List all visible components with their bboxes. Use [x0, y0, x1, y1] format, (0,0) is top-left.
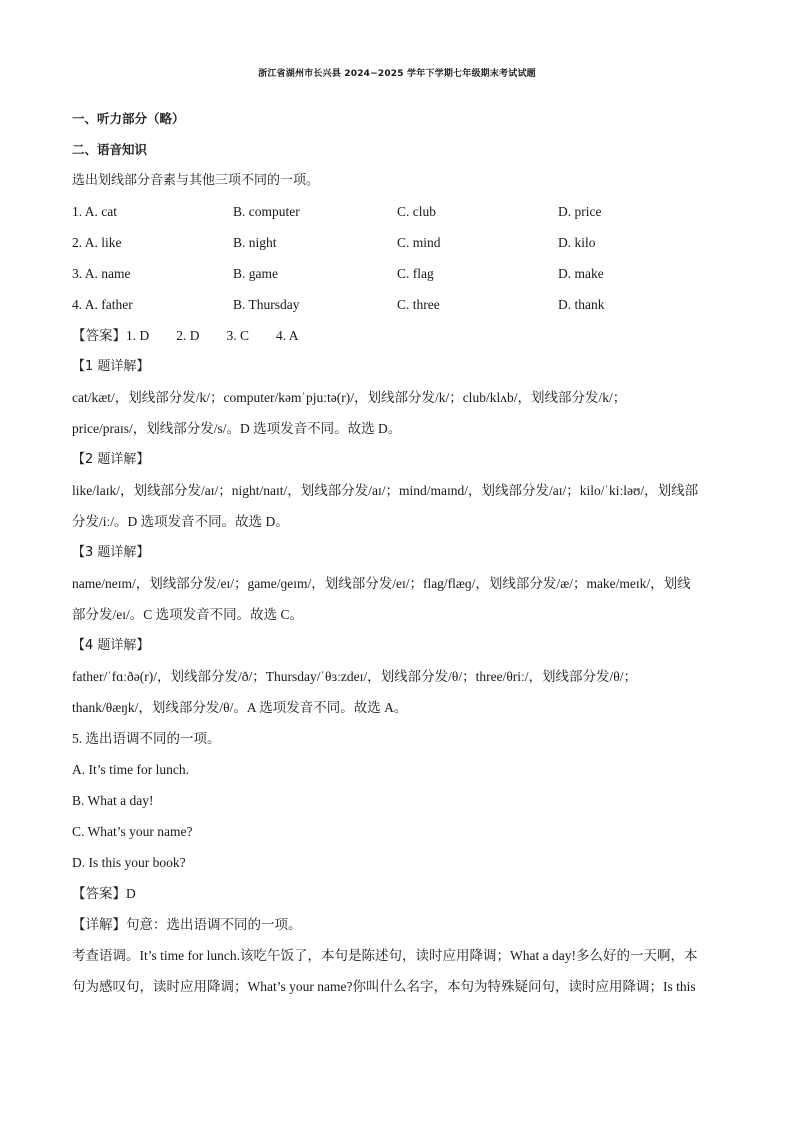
- q2-explanation-heading: 【2 题详解】: [72, 452, 150, 467]
- question-5-detail-line-1: 考查语调。It’s time for lunch.该吃午饭了，本句是陈述句，读时应用降调；What a day!多么好的一天啊，本: [72, 948, 698, 963]
- question-1-option-d: D. price: [558, 204, 602, 219]
- q4-explanation-line-1: father/ˈfɑːðə(r)/，划线部分发/ð/；Thursday/ˈθɜːzdeɪ/，划线部分发/θ/；three/θriː/，划线部分发/θ/；: [72, 669, 637, 684]
- answer-key-1-4: 【答案】1. D 2. D 3. C 4. A: [72, 328, 299, 343]
- question-1-option-b: B. computer: [233, 204, 300, 219]
- q4-explanation-line-2: thank/θæŋk/，划线部分发/θ/。A 选项发音不同。故选 A。: [72, 700, 408, 715]
- q2-explanation-line-2: 分发/iː/。D 选项发音不同。故选 D。: [72, 514, 289, 529]
- question-5-option-d: D. Is this your book?: [72, 855, 186, 870]
- question-3-option-a: 3. A. name: [72, 266, 131, 281]
- question-1-option-a: 1. A. cat: [72, 204, 117, 219]
- question-3-option-c: C. flag: [397, 266, 434, 281]
- question-5-detail-line-2: 句为感叹句，读时应用降调；What’s your name?你叫什么名字，本句为特殊疑问句，读时应用降调；Is this: [72, 979, 696, 994]
- question-5-detail-heading: 【详解】句意：选出语调不同的一项。: [72, 917, 302, 932]
- question-3-option-b: B. game: [233, 266, 278, 281]
- question-5-option-c: C. What’s your name?: [72, 824, 193, 839]
- question-2-option-a: 2. A. like: [72, 235, 122, 250]
- q1-explanation-line-1: cat/kæt/，划线部分发/k/；computer/kəmˈpjuːtə(r)/，划线部分发/k/；club/klʌb/，划线部分发/k/；: [72, 390, 627, 405]
- q3-explanation-line-2: 部分发/eɪ/。C 选项发音不同。故选 C。: [72, 607, 304, 622]
- q2-explanation-line-1: like/laɪk/，划线部分发/aɪ/；night/naɪt/，划线部分发/aɪ/；mind/maɪnd/，划线部分发/aɪ/；kilo/ˈkiːləʊ/，划线部: [72, 483, 699, 498]
- question-2-option-c: C. mind: [397, 235, 441, 250]
- question-5-option-a: A. It’s time for lunch.: [72, 762, 189, 777]
- question-2-option-d: D. kilo: [558, 235, 596, 250]
- question-5-option-b: B. What a day!: [72, 793, 154, 808]
- q1-explanation-line-2: price/praɪs/，划线部分发/s/。D 选项发音不同。故选 D。: [72, 421, 402, 436]
- question-5-answer: 【答案】D: [72, 886, 136, 901]
- question-4-option-d: D. thank: [558, 297, 605, 312]
- question-4-option-c: C. three: [397, 297, 440, 312]
- instruction-text: 选出划线部分音素与其他三项不同的一项。: [72, 173, 320, 188]
- section-listening-heading: 一、听力部分（略）: [72, 111, 185, 126]
- question-5-prompt: 5. 选出语调不同的一项。: [72, 731, 221, 746]
- q1-explanation-heading: 【1 题详解】: [72, 359, 150, 374]
- question-1-option-c: C. club: [397, 204, 436, 219]
- question-3-option-d: D. make: [558, 266, 604, 281]
- section-phonetics-heading: 二、语音知识: [72, 142, 148, 157]
- question-4-option-b: B. Thursday: [233, 297, 300, 312]
- page-title: 浙江省湖州市长兴县 2024−2025 学年下学期七年级期末考试试题: [258, 69, 536, 79]
- question-4-option-a: 4. A. father: [72, 297, 133, 312]
- q3-explanation-line-1: name/neɪm/，划线部分发/eɪ/；game/ɡeɪm/，划线部分发/eɪ/；flag/flæɡ/，划线部分发/æ/；make/meɪk/，划线: [72, 576, 691, 591]
- q4-explanation-heading: 【4 题详解】: [72, 638, 150, 653]
- question-2-option-b: B. night: [233, 235, 277, 250]
- q3-explanation-heading: 【3 题详解】: [72, 545, 150, 560]
